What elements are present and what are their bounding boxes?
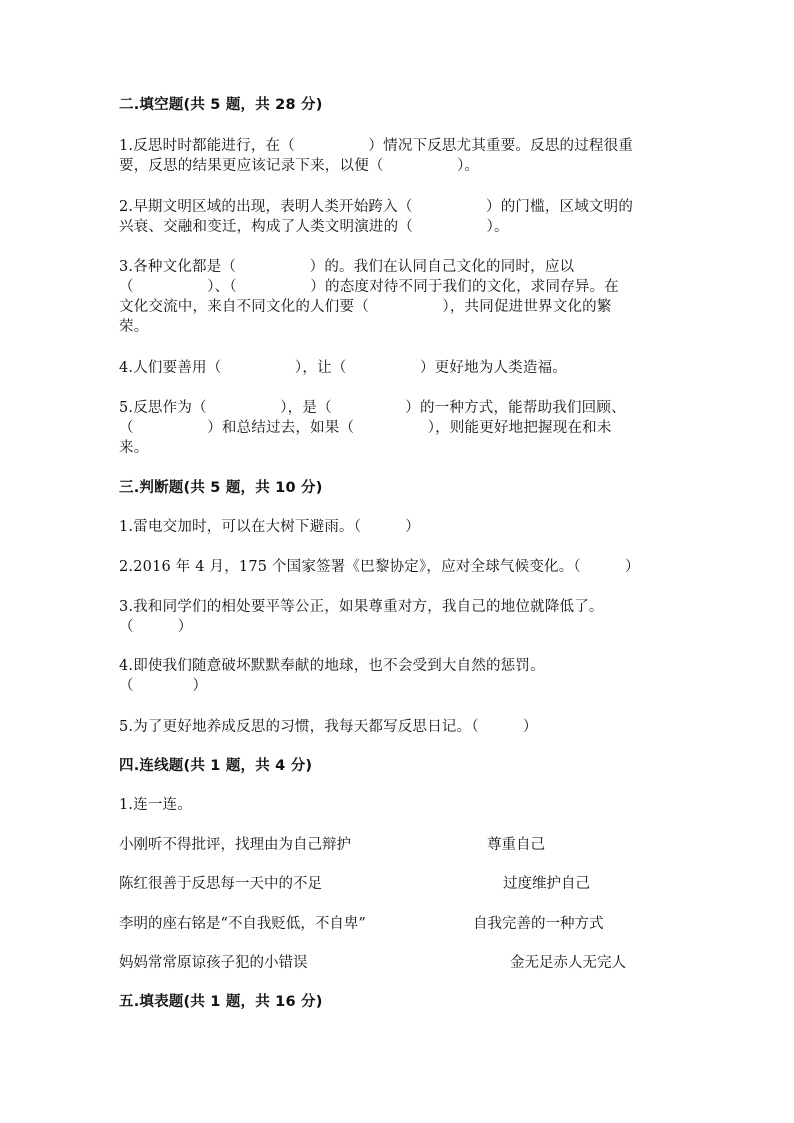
s3-q2: 2.2016 年 4 月，175 个国家签署《巴黎协定》，应对全球气候变化。（ ） [119,559,640,575]
s2-q5-line1: 5.反思作为（ ），是（ ）的一种方式，能帮助我们回顾、 [119,400,626,416]
s4-q1: 1.连一连。 [119,797,193,813]
match-left-4: 妈妈常常原谅孩子犯的小错误 [119,955,308,971]
s3-q5: 5.为了更好地养成反思的习惯，我每天都写反思日记。（ ） [119,719,538,735]
s2-q2-line1: 2.早期文明区域的出现，表明人类开始跨入（ ）的门槛，区域文明的 [119,199,634,215]
match-right-4: 金无足赤人无完人 [510,955,626,971]
s2-q2-line2: 兴衰、交融和变迁，构成了人类文明演进的（ ）。 [119,219,509,235]
s3-q3-line2: （ ） [119,619,193,635]
s3-q4-line1: 4.即使我们随意破坏默默奉献的地球，也不会受到大自然的惩罚。 [119,658,545,674]
s2-q4-line1: 4.人们要善用（ ），让（ ）更好地为人类造福。 [119,360,567,376]
section4-heading: 四.连线题(共 1 题，共 4 分) [119,758,313,774]
s2-q3-line4: 荣。 [119,319,149,335]
s2-q5-line3: 来。 [119,440,149,456]
match-left-1: 小刚听不得批评，找理由为自己辩护 [119,837,351,853]
s2-q3-line3: 文化交流中，来自不同文化的人们要（ ），共同促进世界文化的繁 [119,299,612,315]
section2-heading: 二.填空题(共 5 题，共 28 分) [119,97,323,113]
s2-q3-line1: 3.各种文化都是（ ）的。我们在认同自己文化的同时，应以 [119,259,575,275]
s2-q1-line1: 1.反思时时都能进行，在（ ）情况下反思尤其重要。反思的过程很重 [119,138,634,154]
s3-q3-line1: 3.我和同学们的相处要平等公正，如果尊重对方，我自己的地位就降低了。 [119,599,604,615]
s3-q1: 1.雷电交加时，可以在大树下避雨。（ ） [119,519,420,535]
match-left-3: 李明的座右铭是“不自我贬低，不自卑” [119,916,366,932]
s2-q3-line2: （ ）、（ ）的态度对待不同于我们的文化，求同存异。在 [119,279,619,295]
section5-heading: 五.填表题(共 1 题，共 16 分) [119,994,323,1010]
s2-q5-line2: （ ）和总结过去，如果（ ），则能更好地把握现在和未 [119,420,612,436]
s3-q4-line2: （ ） [119,678,208,694]
match-left-2: 陈红很善于反思每一天中的不足 [119,876,322,892]
match-right-1: 尊重自己 [487,837,545,853]
match-right-2: 过度维护自己 [503,876,590,892]
s2-q1-line2: 要，反思的结果更应该记录下来，以便（ ）。 [119,158,480,174]
section3-heading: 三.判断题(共 5 题，共 10 分) [119,480,323,496]
match-right-3: 自我完善的一种方式 [473,916,604,932]
